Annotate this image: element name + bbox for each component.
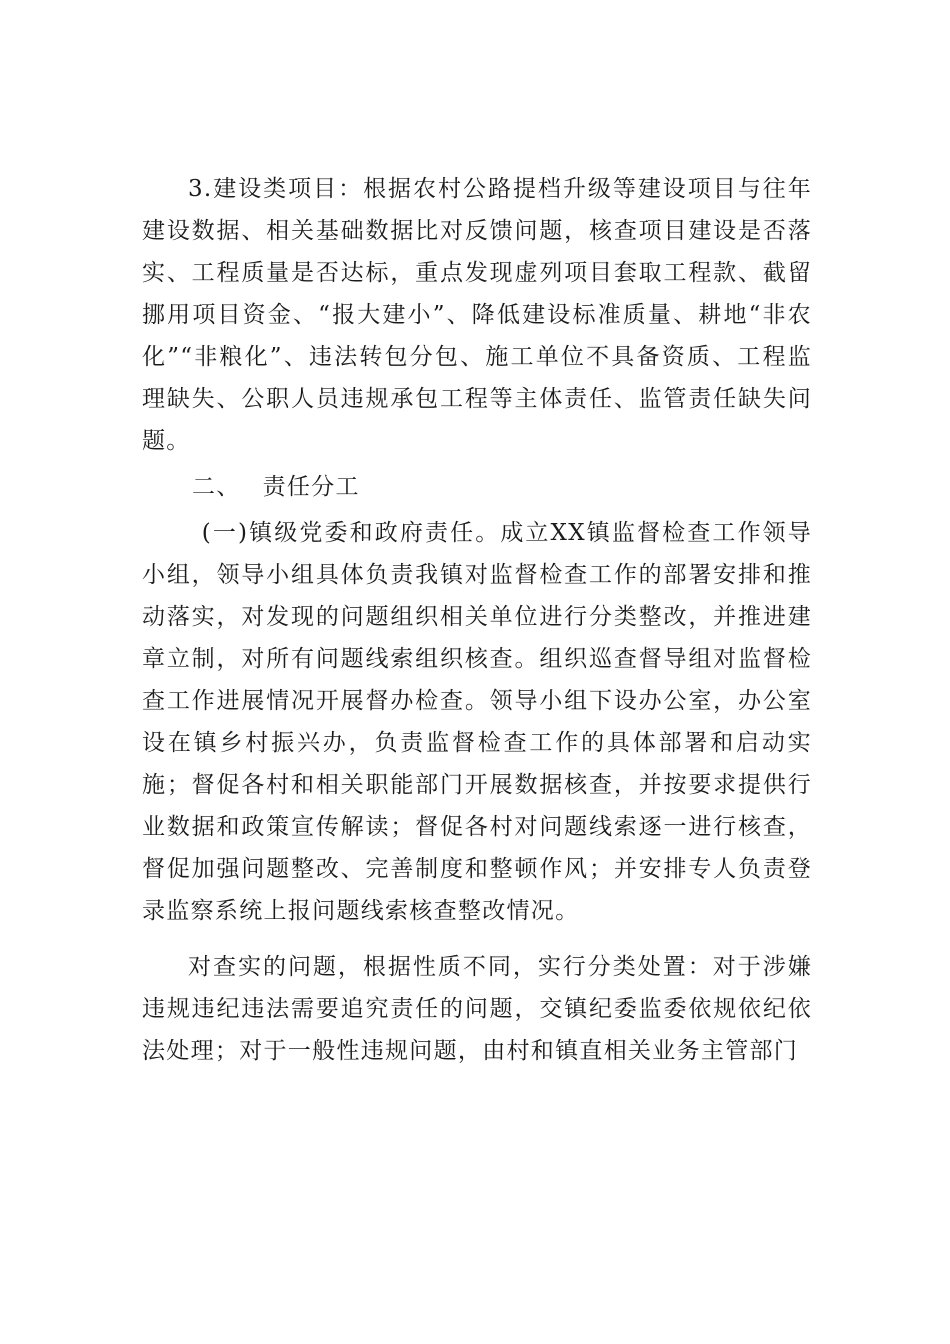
section-heading xyxy=(142,466,812,508)
paragraph-classified-handling: 对查实的问题，根据性质不同，实行分类处置：对于涉嫌违规违纪违法需要追究责任的问题，交镇纪委监委依规依纪依法处理；对于一般性违规问题，由村和镇直相关业务主管部门 xyxy=(142,954,812,1064)
document-body xyxy=(142,168,812,1072)
paragraph-town-responsibility: (一)镇级党委和政府责任。成立XX镇监督检查工作领导小组，领导小组具体负责我镇对监督检查工作的部署安排和推动落实，对发现的问题组织相关单位进行分类整改，并推进建章立制，对所有问题线索组织核查。组织巡查督导组对监督检查工作进展情况开展督办检查。领导小组下设办公室，办公室设在镇乡村振兴办，负责监督检查工作的具体部署和启动实施；督促各村和相关职能部门开展数据核查，并按要求提供行业数据和政策宣传解读；督促各村对问题线索逐一进行核查，督促加强问题整改、完善制度和整顿作风；并安排专人负责登录监察系统上报问题线索核查整改情况。 xyxy=(142,520,812,924)
section-heading-title: 责任分工 xyxy=(262,474,360,500)
section-heading-number: 二、 xyxy=(192,474,241,500)
paragraph-construction-projects: 3.建设类项目：根据农村公路提档升级等建设项目与往年建设数据、相关基础数据比对反馈问题，核查项目建设是否落实、工程质量是否达标，重点发现虚列项目套取工程款、截留挪用项目资金、“报大建小”、降低建设标准质量、耕地“非农化”“非粮化”、违法转包分包、施工单位不具备资质、工程监理缺失、公职人员违规承包工程等主体责任、监管责任缺失问题。 xyxy=(142,176,812,454)
